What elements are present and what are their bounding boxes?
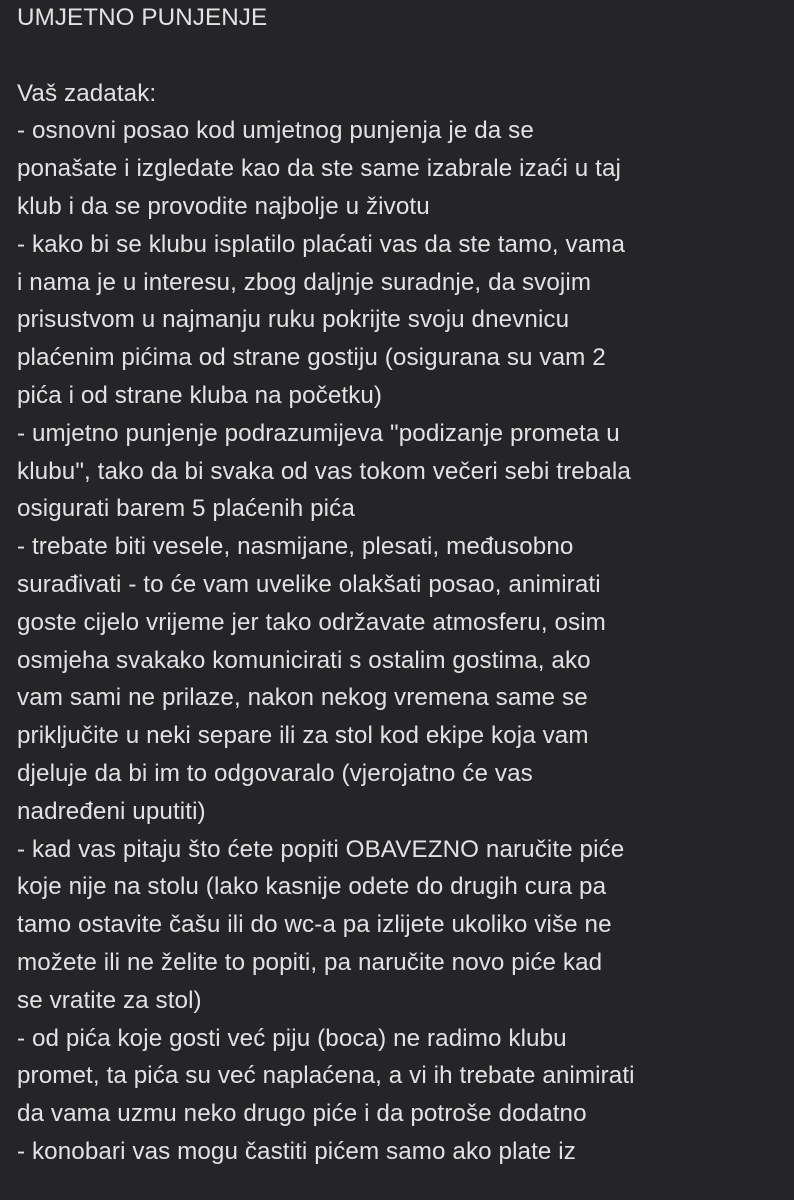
note-line: promet, ta pića su već naplaćena, a vi ih trebate animirati [17,1062,635,1090]
note-line: da vama uzmu neko drugo piće i da potroše dodatno [17,1100,587,1128]
note-line: klub i da se provodite najbolje u životu [17,192,430,220]
note-line: surađivati - to će vam uvelike olakšati posao, animirati [17,570,601,598]
note-line: možete ili ne želite to popiti, pa naručite novo piće kad [17,948,603,976]
note-line: prisustvom u najmanju ruku pokrijte svoju dnevnicu [17,306,570,334]
note-line: osigurati barem 5 plaćenih pića [17,495,355,523]
note-line: plaćenim pićima od strane gostiju (osigurana su vam 2 [17,344,606,372]
note-line: i nama je u interesu, zbog daljnje suradnje, da svojim [17,268,592,296]
note-line: vam sami ne prilaze, nakon nekog vremena same se [17,684,588,712]
note-line: - konobari vas mogu častiti pićem samo ako plate iz [17,1137,576,1165]
note-line: pića i od strane kluba na početku) [17,381,383,409]
note-line: goste cijelo vrijeme jer tako održavate atmosferu, osim [17,608,606,636]
note-line: - kad vas pitaju što ćete popiti OBAVEZNO naručite piće [17,835,625,863]
note-line: se vratite za stol) [17,986,202,1014]
note-line: - umjetno punjenje podrazumijeva "podizanje prometa u [17,419,620,447]
note-line: - od pića koje gosti već piju (boca) ne radimo klubu [17,1024,567,1052]
note-title: UMJETNO PUNJENJE [17,4,268,31]
note-line: - trebate biti vesele, nasmijane, plesati, međusobno [17,533,574,561]
blank-line [17,37,787,75]
note-line: ponašate i izgledate kao da ste same izabrale izaći u taj [17,155,622,183]
note-line: - kako bi se klubu isplatilo plaćati vas da ste tamo, vama [17,230,626,258]
note-line: - osnovni posao kod umjetnog punjenja je da se [17,117,534,145]
note-line: osmjeha svakako komunicirati s ostalim gostima, ako [17,646,591,674]
note-line: Vaš zadatak: [17,79,157,107]
note-line: djeluje da bi im to odgovaralo (vjerojatno će vas [17,759,533,787]
note-line: nadređeni uputiti) [17,797,206,825]
note-line: koje nije na stolu (lako kasnije odete do drugih cura pa [17,873,607,901]
note-line: priključite u neki separe ili za stol kod ekipe koja vam [17,722,589,750]
note-line: tamo ostavite čašu ili do wc-a pa izlijete ukoliko više ne [17,911,612,939]
note-text-block [17,0,787,1171]
note-line: klubu", tako da bi svaka od vas tokom večeri sebi trebala [17,457,631,485]
